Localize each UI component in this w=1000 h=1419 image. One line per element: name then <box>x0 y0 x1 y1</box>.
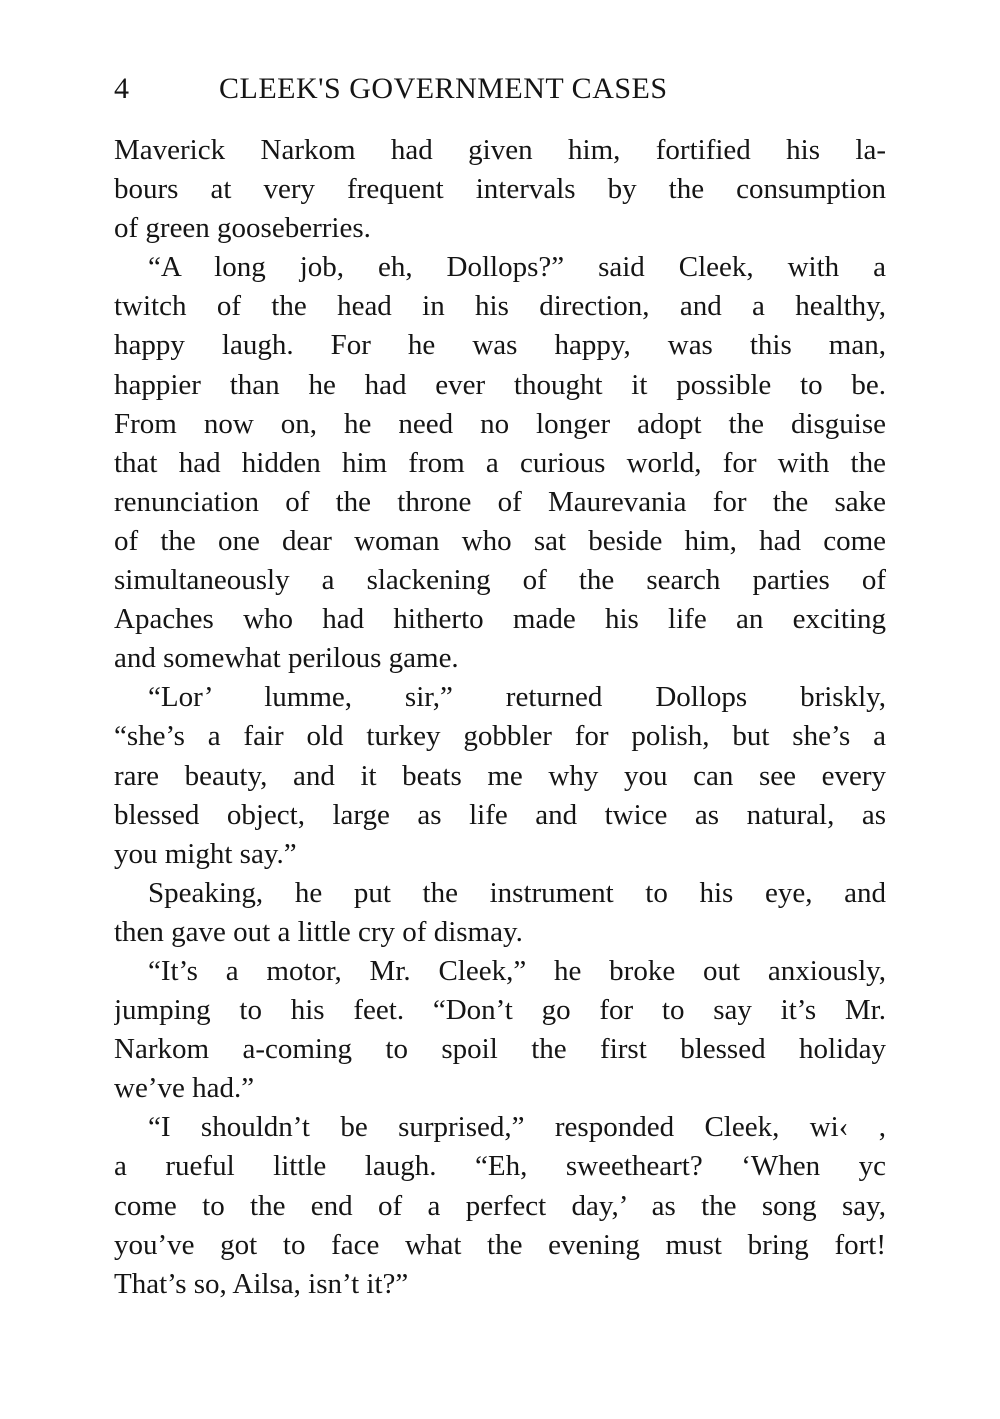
text-line: twitch of the head in his direction, and a healthy, <box>114 290 886 323</box>
text-line: Narkom a-coming to spoil the first blessed holiday <box>114 1033 886 1066</box>
text-line: That’s so, Ailsa, isn’t it?” <box>114 1267 409 1300</box>
text-line: happy laugh. For he was happy, was this man, <box>114 329 886 362</box>
text-line: a rueful little laugh. “Eh, sweetheart? ‘When yc <box>114 1150 886 1183</box>
page-number: 4 <box>114 72 130 105</box>
text-line: of the one dear woman who sat beside him, had come <box>114 524 886 557</box>
text-line: renunciation of the throne of Maurevania for the sake <box>114 485 886 518</box>
text-line: blessed object, large as life and twice as natural, as <box>114 798 886 831</box>
text-line: we’ve had.” <box>114 1072 255 1105</box>
text-line: “I shouldn’t be surprised,” responded Cleek, wi‹ , <box>148 1111 886 1144</box>
text-line: and somewhat perilous game. <box>114 642 459 675</box>
text-line: simultaneously a slackening of the search parties of <box>114 564 886 597</box>
running-title: CLEEK'S GOVERNMENT CASES <box>219 72 668 105</box>
text-line: “she’s a fair old turkey gobbler for polish, but she’s a <box>114 720 886 753</box>
text-line: Apaches who had hitherto made his life an exciting <box>114 603 886 636</box>
text-line: “Lor’ lumme, sir,” returned Dollops briskly, <box>148 681 886 714</box>
text-line: bours at very frequent intervals by the consumption <box>114 173 886 206</box>
text-line: jumping to his feet. “Don’t go for to say it’s Mr. <box>114 994 886 1027</box>
body-text <box>114 131 886 1304</box>
running-head <box>114 72 884 116</box>
text-line: that had hidden him from a curious world, for with the <box>114 446 886 479</box>
text-line: you might say.” <box>114 837 297 870</box>
text-line: then gave out a little cry of dismay. <box>114 915 523 948</box>
text-line: “A long job, eh, Dollops?” said Cleek, with a <box>148 251 886 284</box>
text-line: Speaking, he put the instrument to his eye, and <box>148 876 886 909</box>
text-line: happier than he had ever thought it possible to be. <box>114 368 886 401</box>
text-line: From now on, he need no longer adopt the disguise <box>114 407 886 440</box>
text-line: you’ve got to face what the evening must bring fort! <box>114 1228 886 1261</box>
text-line: Maverick Narkom had given him, fortified his la- <box>114 134 886 166</box>
text-line: of green gooseberries. <box>114 212 371 245</box>
text-line: rare beauty, and it beats me why you can see every <box>114 759 886 792</box>
text-line: “It’s a motor, Mr. Cleek,” he broke out anxiously, <box>148 954 886 987</box>
text-line: come to the end of a perfect day,’ as the song say, <box>114 1189 886 1222</box>
